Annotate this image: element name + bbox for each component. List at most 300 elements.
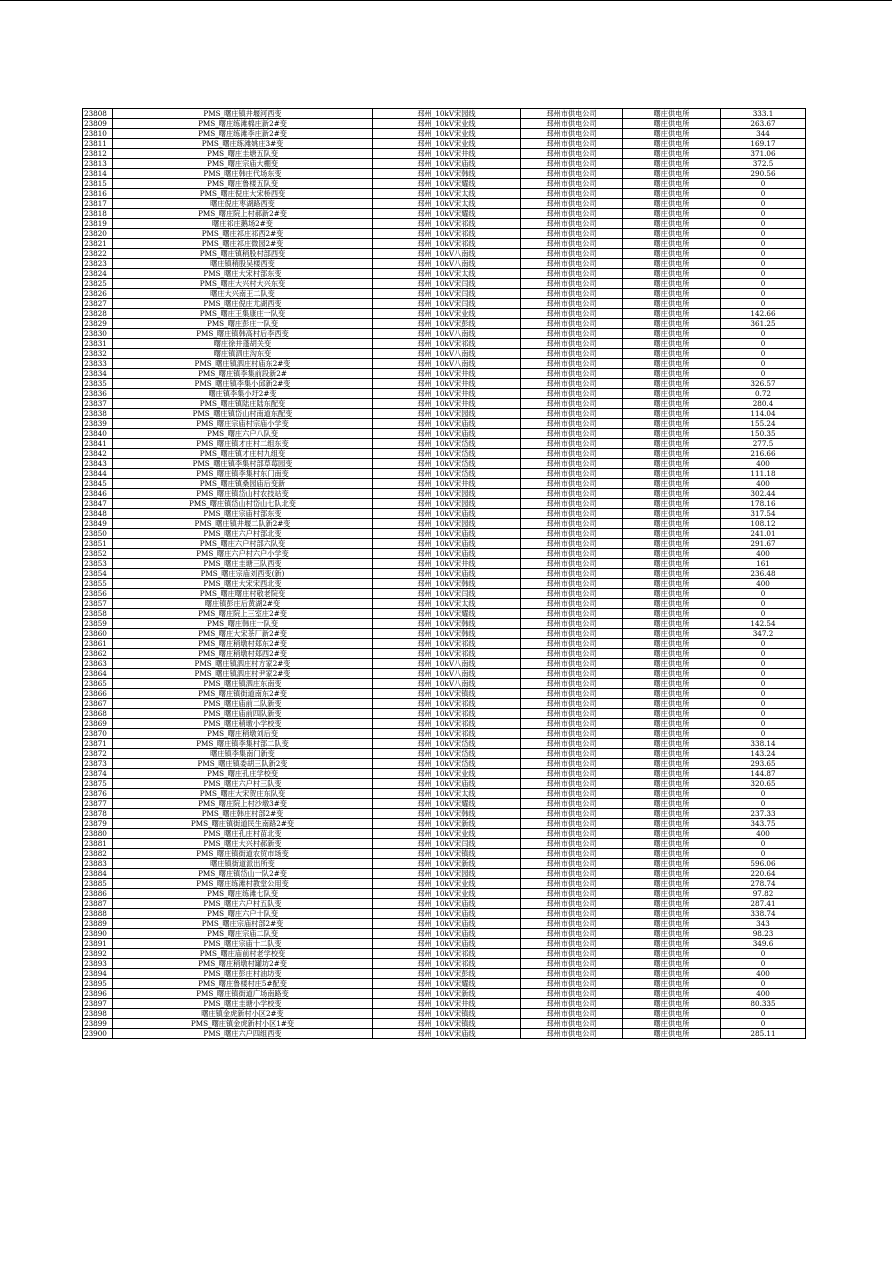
value-cell: 216.66: [721, 449, 806, 459]
table-row: [83, 109, 806, 119]
station-cell: 曙庄供电所: [623, 229, 721, 239]
row-id-cell: 23822: [83, 249, 113, 259]
row-id-cell: 23866: [83, 689, 113, 699]
company-cell: 邳州市供电公司: [521, 869, 623, 879]
table-row: [83, 949, 806, 959]
table-row: [83, 489, 806, 499]
value-cell: 0: [721, 369, 806, 379]
transformer-name-cell: PMS_曙庄稍墩村郑西2#变: [113, 649, 373, 659]
value-cell: 150.35: [721, 429, 806, 439]
row-id-cell: 23836: [83, 389, 113, 399]
transformer-name-cell: PMS_曙庄镇街道南东2#变: [113, 689, 373, 699]
company-cell: 邳州市供电公司: [521, 419, 623, 429]
feeder-line-cell: 邳州_10kV宋庙线: [373, 899, 521, 909]
table-row: [83, 229, 806, 239]
table-row: [83, 389, 806, 399]
feeder-line-cell: 邳州_10kV八南线: [373, 659, 521, 669]
value-cell: 302.44: [721, 489, 806, 499]
station-cell: 曙庄供电所: [623, 109, 721, 119]
table-body: [83, 109, 806, 1039]
station-cell: 曙庄供电所: [623, 129, 721, 139]
row-id-cell: 23847: [83, 499, 113, 509]
value-cell: 280.4: [721, 399, 806, 409]
feeder-line-cell: 邳州_10kV宋业线: [373, 769, 521, 779]
station-cell: 曙庄供电所: [623, 889, 721, 899]
transformer-name-cell: PMS_曙庄镇李集小邱新2#变: [113, 379, 373, 389]
row-id-cell: 23828: [83, 309, 113, 319]
feeder-line-cell: 邳州_10kV宋岱线: [373, 439, 521, 449]
company-cell: 邳州市供电公司: [521, 789, 623, 799]
transformer-name-cell: PMS_曙庄院上村郝新2#变: [113, 209, 373, 219]
company-cell: 邳州市供电公司: [521, 679, 623, 689]
feeder-line-cell: 邳州_10kV宋闫线: [373, 299, 521, 309]
transformer-name-cell: PMS_曙庄孔庄学校变: [113, 769, 373, 779]
feeder-line-cell: 邳州_10kV宋岱线: [373, 759, 521, 769]
transformer-name-cell: PMS_曙庄镇李集村部草莓园变: [113, 459, 373, 469]
table-row: [83, 369, 806, 379]
company-cell: 邳州市供电公司: [521, 529, 623, 539]
value-cell: 0: [721, 1019, 806, 1029]
transformer-name-cell: PMS_曙庄宗庙村宗庙小学变: [113, 419, 373, 429]
feeder-line-cell: 邳州_10kV宋岱线: [373, 449, 521, 459]
value-cell: 291.67: [721, 539, 806, 549]
station-cell: 曙庄供电所: [623, 339, 721, 349]
table-row: [83, 429, 806, 439]
feeder-line-cell: 邳州_10kV宋太线: [373, 789, 521, 799]
row-id-cell: 23896: [83, 989, 113, 999]
value-cell: 0: [721, 589, 806, 599]
station-cell: 曙庄供电所: [623, 469, 721, 479]
transformer-name-cell: PMS_曙庄彭庄村油坊变: [113, 969, 373, 979]
value-cell: 333.1: [721, 109, 806, 119]
feeder-line-cell: 邳州_10kV宋井线: [373, 369, 521, 379]
feeder-line-cell: 邳州_10kV宋园线: [373, 489, 521, 499]
table-row: [83, 509, 806, 519]
table-row: [83, 719, 806, 729]
company-cell: 邳州市供电公司: [521, 349, 623, 359]
value-cell: 349.6: [721, 939, 806, 949]
row-id-cell: 23887: [83, 899, 113, 909]
company-cell: 邳州市供电公司: [521, 359, 623, 369]
company-cell: 邳州市供电公司: [521, 799, 623, 809]
station-cell: 曙庄供电所: [623, 1019, 721, 1029]
value-cell: 0: [721, 659, 806, 669]
row-id-cell: 23839: [83, 419, 113, 429]
table-row: [83, 929, 806, 939]
value-cell: 161: [721, 559, 806, 569]
company-cell: 邳州市供电公司: [521, 559, 623, 569]
company-cell: 邳州市供电公司: [521, 989, 623, 999]
value-cell: 0: [721, 279, 806, 289]
row-id-cell: 23865: [83, 679, 113, 689]
station-cell: 曙庄供电所: [623, 579, 721, 589]
value-cell: 237.33: [721, 809, 806, 819]
company-cell: 邳州市供电公司: [521, 949, 623, 959]
transformer-name-cell: PMS_曙庄镇韩高村后李西变: [113, 329, 373, 339]
station-cell: 曙庄供电所: [623, 909, 721, 919]
value-cell: 278.74: [721, 879, 806, 889]
table-row: [83, 969, 806, 979]
station-cell: 曙庄供电所: [623, 649, 721, 659]
feeder-line-cell: 邳州_10kV宋庙线: [373, 909, 521, 919]
table-row: [83, 219, 806, 229]
table-row: [83, 939, 806, 949]
row-id-cell: 23852: [83, 549, 113, 559]
row-id-cell: 23829: [83, 319, 113, 329]
feeder-line-cell: 邳州_10kV宋耀线: [373, 609, 521, 619]
value-cell: 0: [721, 689, 806, 699]
company-cell: 邳州市供电公司: [521, 409, 623, 419]
feeder-line-cell: 邳州_10kV宋太线: [373, 199, 521, 209]
table-row: [83, 169, 806, 179]
station-cell: 曙庄供电所: [623, 939, 721, 949]
station-cell: 曙庄供电所: [623, 279, 721, 289]
table-row: [83, 859, 806, 869]
transformer-name-cell: PMS_曙庄鲁楼五队变: [113, 179, 373, 189]
row-id-cell: 23819: [83, 219, 113, 229]
company-cell: 邳州市供电公司: [521, 379, 623, 389]
transformer-name-cell: PMS_曙庄镇金虎新村小区1#变: [113, 1019, 373, 1029]
table-row: [83, 139, 806, 149]
row-id-cell: 23844: [83, 469, 113, 479]
feeder-line-cell: 邳州_10kV宋韩线: [373, 579, 521, 589]
station-cell: 曙庄供电所: [623, 809, 721, 819]
company-cell: 邳州市供电公司: [521, 709, 623, 719]
value-cell: 0: [721, 699, 806, 709]
table-row: [83, 809, 806, 819]
transformer-name-cell: PMS_曙庄稍墩村罐坊2#变: [113, 959, 373, 969]
transformer-name-cell: PMS_曙庄六户八队变: [113, 429, 373, 439]
station-cell: 曙庄供电所: [623, 459, 721, 469]
value-cell: 0.72: [721, 389, 806, 399]
transformer-name-cell: PMS_曙庄练滩姚庄3#变: [113, 139, 373, 149]
row-id-cell: 23838: [83, 409, 113, 419]
value-cell: 111.18: [721, 469, 806, 479]
feeder-line-cell: 邳州_10kV八南线: [373, 359, 521, 369]
row-id-cell: 23893: [83, 959, 113, 969]
table-row: [83, 1019, 806, 1029]
feeder-line-cell: 邳州_10kV八南线: [373, 249, 521, 259]
feeder-line-cell: 邳州_10kV宋井线: [373, 379, 521, 389]
transformer-name-cell: PMS_曙庄圭塘五队变: [113, 149, 373, 159]
company-cell: 邳州市供电公司: [521, 449, 623, 459]
company-cell: 邳州市供电公司: [521, 919, 623, 929]
company-cell: 邳州市供电公司: [521, 159, 623, 169]
table-row: [83, 1029, 806, 1039]
transformer-name-cell: PMS_曙庄稍墩刘后变: [113, 729, 373, 739]
value-cell: 344: [721, 129, 806, 139]
feeder-line-cell: 邳州_10kV宋祁线: [373, 639, 521, 649]
transformer-name-cell: PMS_曙庄练滩七队变: [113, 889, 373, 899]
station-cell: 曙庄供电所: [623, 679, 721, 689]
table-row: [83, 499, 806, 509]
row-id-cell: 23813: [83, 159, 113, 169]
row-id-cell: 23848: [83, 509, 113, 519]
company-cell: 邳州市供电公司: [521, 569, 623, 579]
feeder-line-cell: 邳州_10kV宋岱线: [373, 459, 521, 469]
table-row: [83, 439, 806, 449]
transformer-name-cell: PMS_曙庄王集康庄一队变: [113, 309, 373, 319]
value-cell: 142.54: [721, 619, 806, 629]
feeder-line-cell: 邳州_10kV宋韩线: [373, 629, 521, 639]
company-cell: 邳州市供电公司: [521, 979, 623, 989]
station-cell: 曙庄供电所: [623, 959, 721, 969]
row-id-cell: 23859: [83, 619, 113, 629]
value-cell: 0: [721, 239, 806, 249]
transformer-name-cell: PMS_曙庄镇井堰二队新2#变: [113, 519, 373, 529]
company-cell: 邳州市供电公司: [521, 739, 623, 749]
row-id-cell: 23853: [83, 559, 113, 569]
value-cell: 108.12: [721, 519, 806, 529]
value-cell: 287.41: [721, 899, 806, 909]
company-cell: 邳州市供电公司: [521, 479, 623, 489]
company-cell: 邳州市供电公司: [521, 249, 623, 259]
station-cell: 曙庄供电所: [623, 749, 721, 759]
row-id-cell: 23880: [83, 829, 113, 839]
value-cell: 0: [721, 199, 806, 209]
transformer-name-cell: PMS_曙庄镇街道农贸市场变: [113, 849, 373, 859]
company-cell: 邳州市供电公司: [521, 879, 623, 889]
transformer-table: [82, 108, 806, 1039]
table-row: [83, 609, 806, 619]
station-cell: 曙庄供电所: [623, 869, 721, 879]
station-cell: 曙庄供电所: [623, 639, 721, 649]
value-cell: 142.66: [721, 309, 806, 319]
feeder-line-cell: 邳州_10kV宋井线: [373, 559, 521, 569]
table-row: [83, 549, 806, 559]
table-row: [83, 989, 806, 999]
table-row: [83, 159, 806, 169]
company-cell: 邳州市供电公司: [521, 619, 623, 629]
row-id-cell: 23869: [83, 719, 113, 729]
feeder-line-cell: 邳州_10kV宋园线: [373, 499, 521, 509]
row-id-cell: 23879: [83, 819, 113, 829]
table-row: [83, 789, 806, 799]
company-cell: 邳州市供电公司: [521, 609, 623, 619]
station-cell: 曙庄供电所: [623, 989, 721, 999]
feeder-line-cell: 邳州_10kV宋耀线: [373, 799, 521, 809]
row-id-cell: 23870: [83, 729, 113, 739]
table-row: [83, 629, 806, 639]
feeder-line-cell: 邳州_10kV宋业线: [373, 879, 521, 889]
value-cell: 0: [721, 649, 806, 659]
table-row: [83, 149, 806, 159]
transformer-name-cell: 曙庄镇李集小圩2#变: [113, 389, 373, 399]
company-cell: 邳州市供电公司: [521, 729, 623, 739]
transformer-name-cell: PMS_曙庄韩庄村部2#变: [113, 809, 373, 819]
company-cell: 邳州市供电公司: [521, 209, 623, 219]
station-cell: 曙庄供电所: [623, 369, 721, 379]
feeder-line-cell: 邳州_10kV宋新线: [373, 989, 521, 999]
station-cell: 曙庄供电所: [623, 1029, 721, 1039]
table-row: [83, 459, 806, 469]
value-cell: 293.65: [721, 759, 806, 769]
table-row: [83, 199, 806, 209]
transformer-name-cell: PMS_曙庄鲁楼村庄5#配变: [113, 979, 373, 989]
station-cell: 曙庄供电所: [623, 489, 721, 499]
company-cell: 邳州市供电公司: [521, 859, 623, 869]
transformer-name-cell: PMS_曙庄宗庙二队变: [113, 929, 373, 939]
value-cell: 343.75: [721, 819, 806, 829]
feeder-line-cell: 邳州_10kV宋韩线: [373, 169, 521, 179]
company-cell: 邳州市供电公司: [521, 199, 623, 209]
company-cell: 邳州市供电公司: [521, 639, 623, 649]
station-cell: 曙庄供电所: [623, 709, 721, 719]
feeder-line-cell: 邳州_10kV宋庙线: [373, 919, 521, 929]
value-cell: 0: [721, 799, 806, 809]
company-cell: 邳州市供电公司: [521, 219, 623, 229]
company-cell: 邳州市供电公司: [521, 819, 623, 829]
table-row: [83, 519, 806, 529]
row-id-cell: 23820: [83, 229, 113, 239]
company-cell: 邳州市供电公司: [521, 499, 623, 509]
row-id-cell: 23864: [83, 669, 113, 679]
transformer-name-cell: PMS_曙庄镇李集前段新2#: [113, 369, 373, 379]
row-id-cell: 23861: [83, 639, 113, 649]
company-cell: 邳州市供电公司: [521, 1029, 623, 1039]
transformer-name-cell: PMS_曙庄六户村三队变: [113, 779, 373, 789]
value-cell: 241.01: [721, 529, 806, 539]
row-id-cell: 23891: [83, 939, 113, 949]
company-cell: 邳州市供电公司: [521, 399, 623, 409]
row-id-cell: 23833: [83, 359, 113, 369]
transformer-name-cell: PMS_曙庄六户十队变: [113, 909, 373, 919]
station-cell: 曙庄供电所: [623, 689, 721, 699]
table-row: [83, 299, 806, 309]
feeder-line-cell: 邳州_10kV宋祁线: [373, 649, 521, 659]
value-cell: 178.16: [721, 499, 806, 509]
transformer-name-cell: PMS_曙庄六户村五队变: [113, 899, 373, 909]
value-cell: 0: [721, 979, 806, 989]
row-id-cell: 23876: [83, 789, 113, 799]
feeder-line-cell: 邳州_10kV宋祁线: [373, 229, 521, 239]
transformer-name-cell: PMS_曙庄镇街道民生南路2#变: [113, 819, 373, 829]
station-cell: 曙庄供电所: [623, 719, 721, 729]
company-cell: 邳州市供电公司: [521, 319, 623, 329]
station-cell: 曙庄供电所: [623, 349, 721, 359]
value-cell: 400: [721, 969, 806, 979]
company-cell: 邳州市供电公司: [521, 809, 623, 819]
row-id-cell: 23888: [83, 909, 113, 919]
station-cell: 曙庄供电所: [623, 759, 721, 769]
transformer-name-cell: 曙庄镇彭庄后黄湖2#变: [113, 599, 373, 609]
station-cell: 曙庄供电所: [623, 699, 721, 709]
table-row: [83, 699, 806, 709]
value-cell: 236.48: [721, 569, 806, 579]
value-cell: 220.64: [721, 869, 806, 879]
station-cell: 曙庄供电所: [623, 559, 721, 569]
feeder-line-cell: 邳州_10kV宋镇线: [373, 689, 521, 699]
value-cell: 143.24: [721, 749, 806, 759]
transformer-name-cell: PMS_曙庄彭庄一队变: [113, 319, 373, 329]
company-cell: 邳州市供电公司: [521, 1019, 623, 1029]
transformer-name-cell: PMS_曙庄镇岱山村南道东配变: [113, 409, 373, 419]
row-id-cell: 23873: [83, 759, 113, 769]
row-id-cell: 23815: [83, 179, 113, 189]
row-id-cell: 23842: [83, 449, 113, 459]
station-cell: 曙庄供电所: [623, 309, 721, 319]
table-row: [83, 259, 806, 269]
value-cell: 285.11: [721, 1029, 806, 1039]
table-row: [83, 129, 806, 139]
value-cell: 400: [721, 829, 806, 839]
company-cell: 邳州市供电公司: [521, 439, 623, 449]
station-cell: 曙庄供电所: [623, 419, 721, 429]
table-row: [83, 399, 806, 409]
transformer-name-cell: 曙庄祁庄鹅场2#变: [113, 219, 373, 229]
table-row: [83, 709, 806, 719]
row-id-cell: 23860: [83, 629, 113, 639]
row-id-cell: 23900: [83, 1029, 113, 1039]
company-cell: 邳州市供电公司: [521, 299, 623, 309]
feeder-line-cell: 邳州_10kV宋庙线: [373, 1029, 521, 1039]
feeder-line-cell: 邳州_10kV宋祁线: [373, 339, 521, 349]
company-cell: 邳州市供电公司: [521, 839, 623, 849]
transformer-name-cell: PMS_曙庄圭塘小学校变: [113, 999, 373, 1009]
row-id-cell: 23821: [83, 239, 113, 249]
station-cell: 曙庄供电所: [623, 529, 721, 539]
feeder-line-cell: 邳州_10kV八南线: [373, 329, 521, 339]
company-cell: 邳州市供电公司: [521, 489, 623, 499]
feeder-line-cell: 邳州_10kV宋庙线: [373, 419, 521, 429]
company-cell: 邳州市供电公司: [521, 659, 623, 669]
transformer-name-cell: PMS_曙庄镇岱山村农技站变: [113, 489, 373, 499]
transformer-name-cell: PMS_曙庄祁庄微园2#变: [113, 239, 373, 249]
table-row: [83, 319, 806, 329]
feeder-line-cell: 邳州_10kV宋庙线: [373, 429, 521, 439]
value-cell: 0: [721, 949, 806, 959]
feeder-line-cell: 邳州_10kV宋祁线: [373, 959, 521, 969]
station-cell: 曙庄供电所: [623, 879, 721, 889]
transformer-name-cell: 曙庄大兴南王二队变: [113, 289, 373, 299]
row-id-cell: 23898: [83, 1009, 113, 1019]
value-cell: 0: [721, 339, 806, 349]
value-cell: 0: [721, 839, 806, 849]
table-row: [83, 849, 806, 859]
company-cell: 邳州市供电公司: [521, 139, 623, 149]
value-cell: 0: [721, 789, 806, 799]
table-row: [83, 669, 806, 679]
transformer-name-cell: PMS_曙庄镇泗庄村方家2#变: [113, 659, 373, 669]
company-cell: 邳州市供电公司: [521, 719, 623, 729]
table-row: [83, 799, 806, 809]
transformer-name-cell: PMS_曙庄镇李集村部二队变: [113, 739, 373, 749]
company-cell: 邳州市供电公司: [521, 109, 623, 119]
row-id-cell: 23856: [83, 589, 113, 599]
table-row: [83, 469, 806, 479]
feeder-line-cell: 邳州_10kV宋岱线: [373, 469, 521, 479]
value-cell: 0: [721, 289, 806, 299]
row-id-cell: 23825: [83, 279, 113, 289]
table-row: [83, 209, 806, 219]
row-id-cell: 23889: [83, 919, 113, 929]
feeder-line-cell: 邳州_10kV宋庙线: [373, 929, 521, 939]
company-cell: 邳州市供电公司: [521, 389, 623, 399]
transformer-name-cell: PMS_曙庄大宋宋西北变: [113, 579, 373, 589]
row-id-cell: 23858: [83, 609, 113, 619]
transformer-name-cell: PMS_曙庄大兴村大兴东变: [113, 279, 373, 289]
row-id-cell: 23890: [83, 929, 113, 939]
row-id-cell: 23884: [83, 869, 113, 879]
station-cell: 曙庄供电所: [623, 259, 721, 269]
row-id-cell: 23871: [83, 739, 113, 749]
feeder-line-cell: 邳州_10kV宋韩线: [373, 619, 521, 629]
transformer-name-cell: PMS_曙庄大宋贺庄东队变: [113, 789, 373, 799]
transformer-name-cell: PMS_曙庄镇井堰河西变: [113, 109, 373, 119]
station-cell: 曙庄供电所: [623, 199, 721, 209]
row-id-cell: 23824: [83, 269, 113, 279]
company-cell: 邳州市供电公司: [521, 429, 623, 439]
